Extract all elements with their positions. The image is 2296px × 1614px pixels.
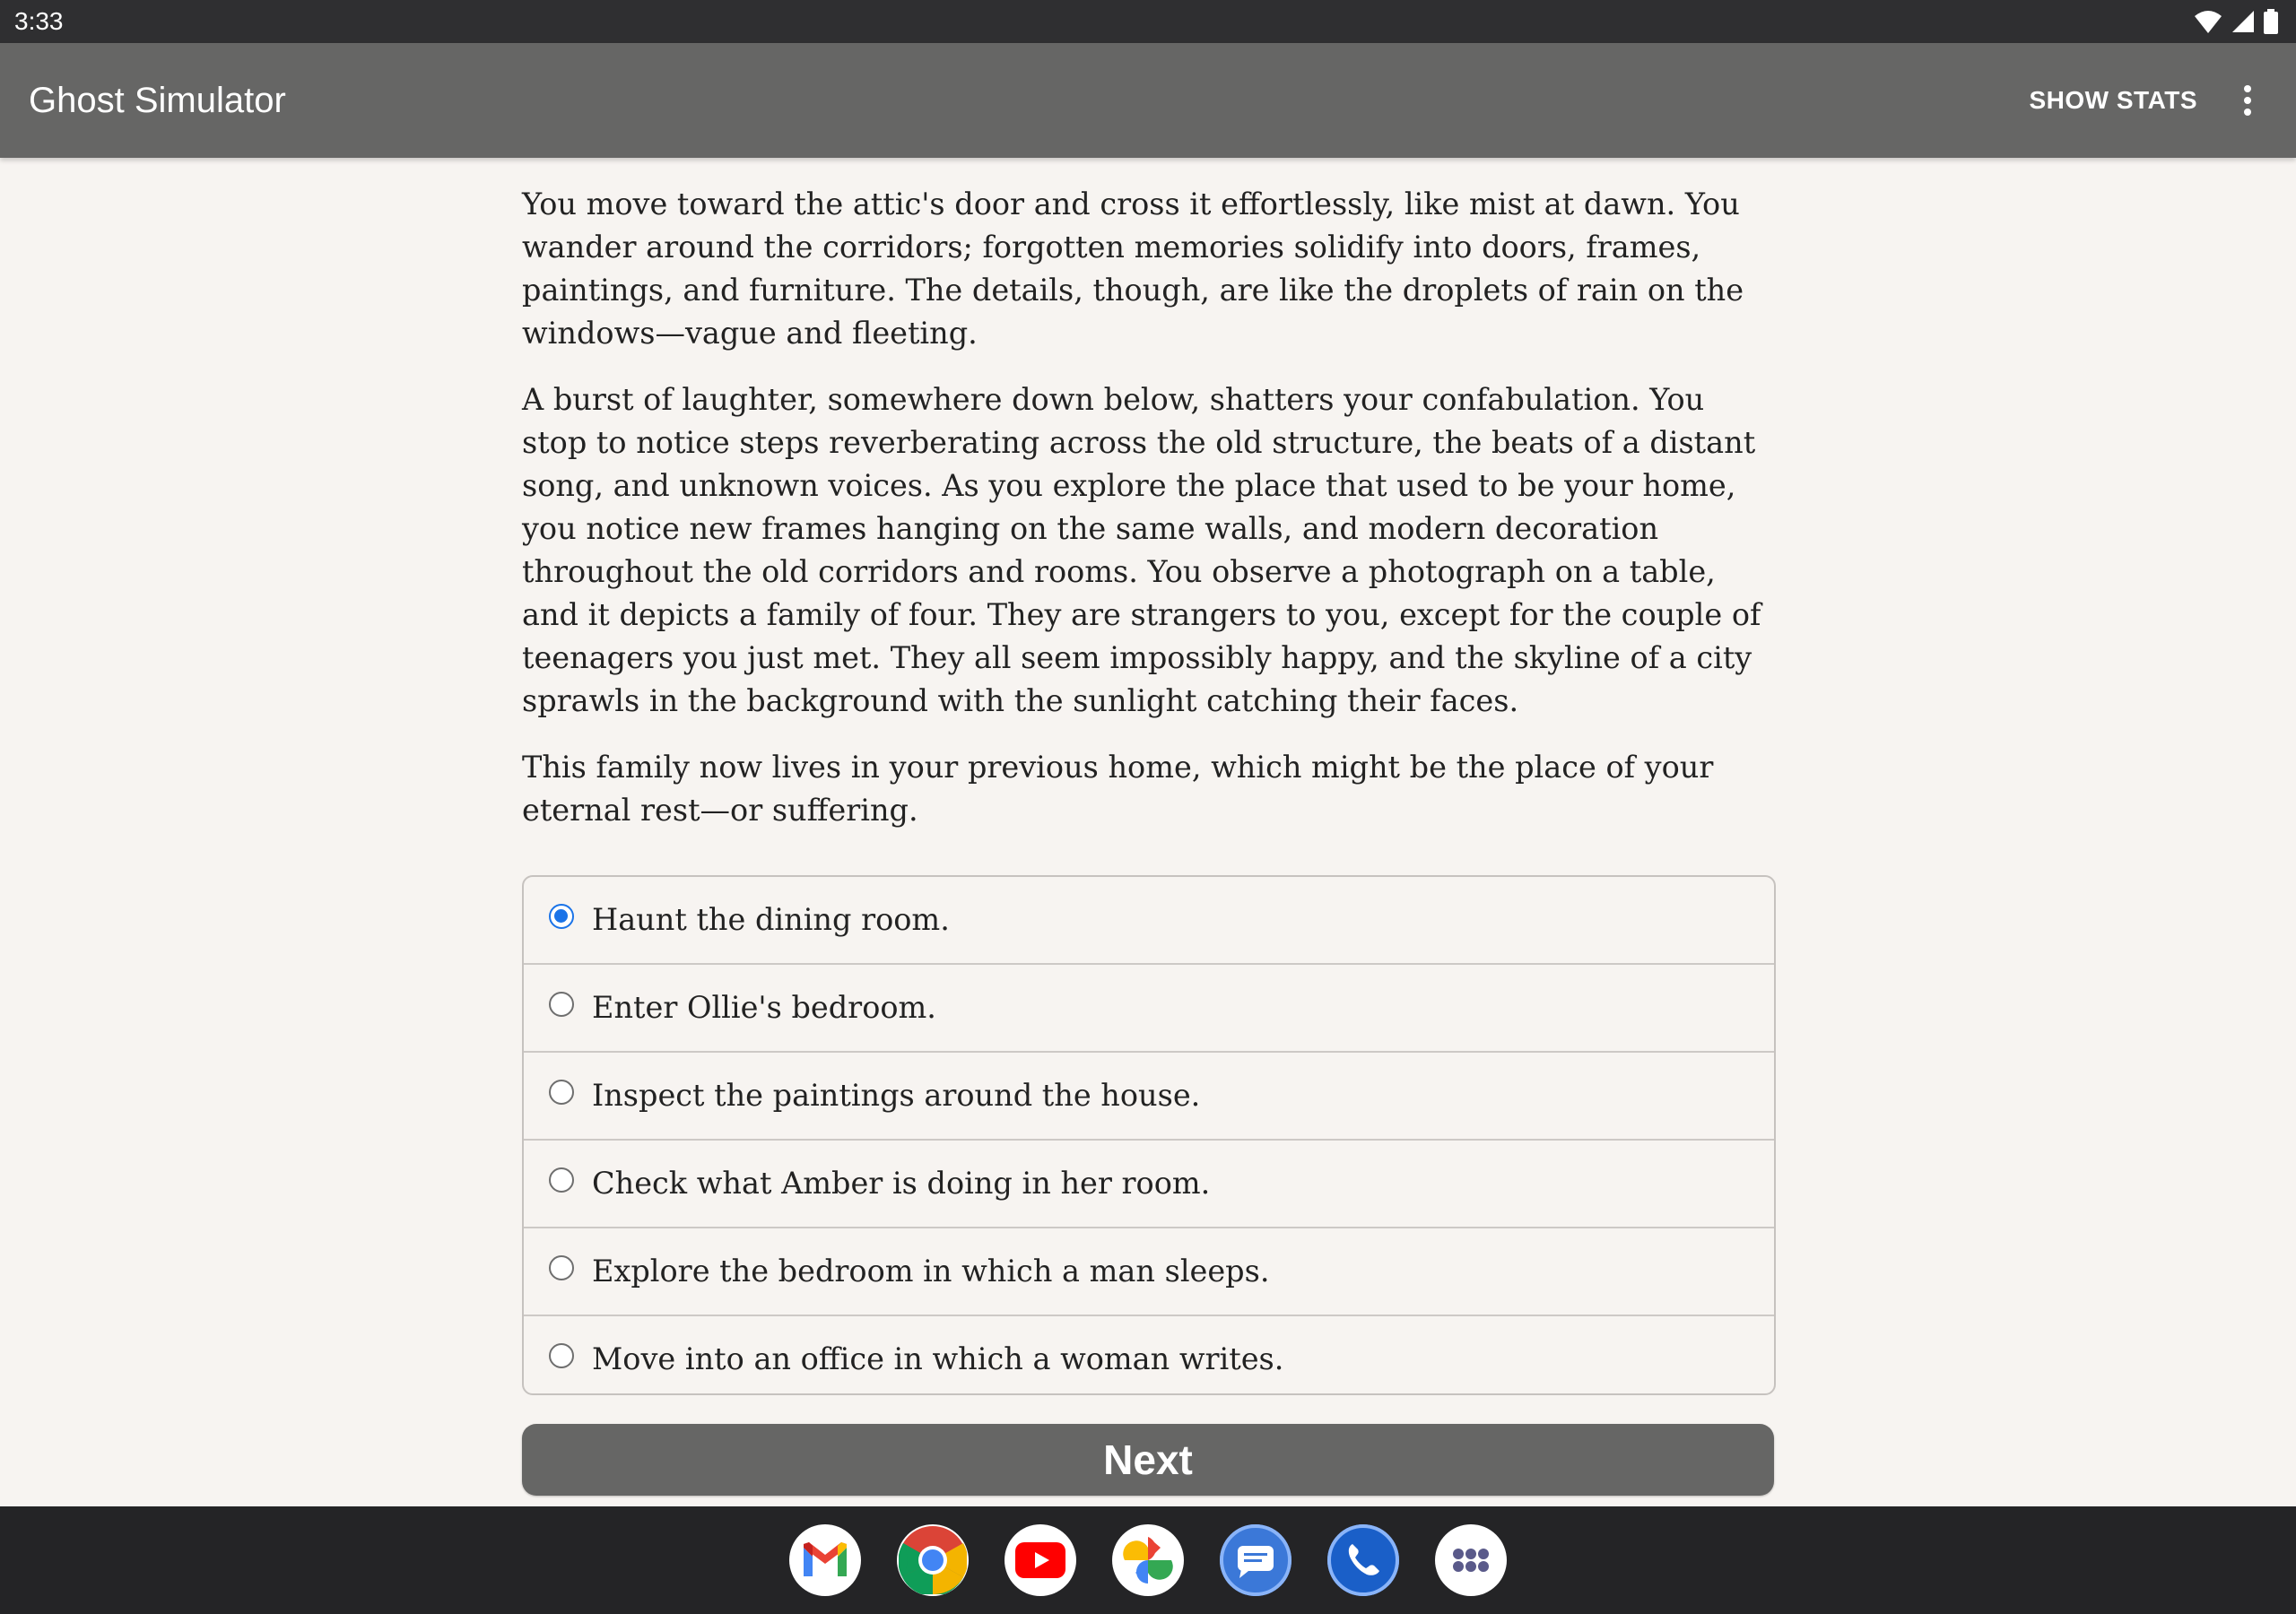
status-icons xyxy=(2194,7,2278,36)
choice-option[interactable] xyxy=(524,877,1774,965)
choice-option[interactable] xyxy=(524,965,1774,1053)
choice-list xyxy=(522,875,1776,1395)
choice-option[interactable] xyxy=(524,1228,1774,1316)
gmail-icon[interactable] xyxy=(789,1524,861,1596)
app-title: Ghost Simulator xyxy=(29,81,286,120)
story-paragraph: A burst of laughter, somewhere down below, shatters your confabulation. You stop to notice steps reverberating across the old structure, the beats of a distant song, and unknown voices. As you explore the place that used to be your home, you notice new frames hanging on the same walls, and modern decoration throughout the old corridors and rooms. You observe a photograph on a table, and it depicts a family of four. They are strangers to you, except for the couple of teenagers you just met. They all seem impossibly happy, and the skyline of a city sprawls in the background with the sunlight catching their faces. xyxy=(522,382,1761,718)
status-bar xyxy=(0,0,2296,43)
choice-label: Move into an office in which a woman writes. xyxy=(592,1341,1284,1376)
google-photos-icon[interactable] xyxy=(1112,1524,1184,1596)
cellular-signal-icon xyxy=(2231,10,2255,33)
chrome-icon[interactable] xyxy=(897,1524,969,1596)
choice-label: Inspect the paintings around the house. xyxy=(592,1078,1201,1113)
choice-label: Explore the bedroom in which a man sleeps. xyxy=(592,1254,1270,1289)
choice-label: Haunt the dining room. xyxy=(592,902,950,937)
status-time: 3:33 xyxy=(14,7,64,35)
radio-button-checked[interactable] xyxy=(549,904,574,929)
app-dock xyxy=(789,1524,1507,1596)
story-paragraph: This family now lives in your previous home, which might be the place of your eternal rest—or suffering. xyxy=(522,750,1714,828)
show-stats-button[interactable]: SHOW STATS xyxy=(2029,86,2197,114)
radio-button[interactable] xyxy=(549,1343,574,1368)
more-vert-icon[interactable] xyxy=(2230,82,2266,118)
choice-option[interactable] xyxy=(524,1316,1774,1395)
choice-label: Enter Ollie's bedroom. xyxy=(592,990,936,1025)
choice-option[interactable] xyxy=(524,1141,1774,1228)
battery-icon xyxy=(2264,9,2278,34)
messages-icon[interactable] xyxy=(1220,1524,1292,1596)
app-bar xyxy=(0,43,2296,158)
radio-button[interactable] xyxy=(549,1080,574,1105)
radio-button[interactable] xyxy=(549,1167,574,1193)
next-button[interactable]: Next xyxy=(522,1424,1774,1496)
story-content xyxy=(522,158,1776,832)
youtube-icon[interactable] xyxy=(1004,1524,1076,1596)
app-drawer-icon[interactable] xyxy=(1435,1524,1507,1596)
wifi-icon xyxy=(2194,9,2222,34)
phone-icon[interactable] xyxy=(1327,1524,1399,1596)
story-paragraph: You move toward the attic's door and cross it effortlessly, like mist at dawn. You wander around the corridors; forgotten memories solidify into doors, frames, paintings, and furniture. The details, though, are like the droplets of rain on the windows—vague and fleeting. xyxy=(522,187,1744,351)
choice-label: Check what Amber is doing in her room. xyxy=(592,1166,1211,1201)
radio-button[interactable] xyxy=(549,1255,574,1280)
radio-button[interactable] xyxy=(549,992,574,1017)
choice-option[interactable] xyxy=(524,1053,1774,1141)
